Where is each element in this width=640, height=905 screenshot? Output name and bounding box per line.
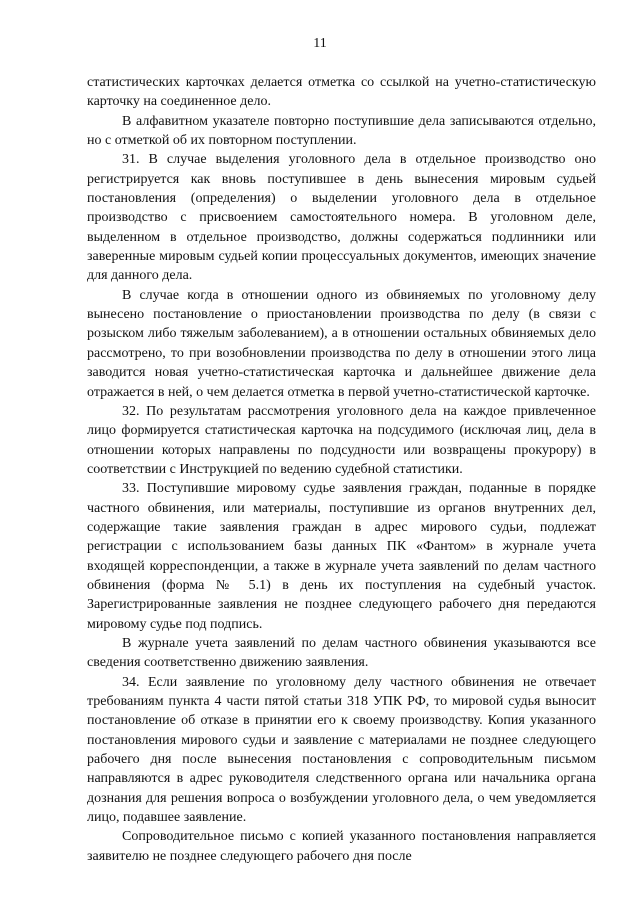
document-body [87,73,596,866]
paragraph-continuation: статистических карточках делается отметка со ссылкой на учетно-статистическую карточку на соединенное дело. [87,75,596,110]
paragraph-34: 34. Если заявление по уголовному делу частного обвинения не отвечает требованиям пункта 4 части пятой статьи 318 УПК РФ, то мировой судья выносит постановление об отказе в принятии его к своему производству. Копия указанного постановления мирового судьи и заявление с материалами не позднее следующего рабочего дня после вынесения постановления с сопроводительным письмом направляются в адрес руководителя следственного органа или начальника органа дознания для решения вопроса о возбуждении уголовного дела, о чем уведомляется лицо, подавшее заявление. [87,674,596,826]
paragraph-34-cover-letter: Сопроводительное письмо с копией указанного постановления направляется заявителю не позднее следующего рабочего дня после [87,829,596,864]
page-number: 11 [313,36,327,51]
paragraph-alphabet-index: В алфавитном указателе повторно поступившие дела записываются отдельно, но с отметкой об их повторном поступлении. [87,113,596,149]
paragraph-31: 31. В случае выделения уголовного дела в отдельное производство оно регистрируется как вновь поступившее в день вынесения мировым судьей постановления (определения) о выделении уголовного дела в отдельное производство с присвоением самостоятельного номера. В уголовном деле, выделенном в отдельное производство, должны содержаться подлинники или заверенные мировым судьей копии процессуальных документов, имеющих значение для данного дела. [87,152,596,284]
paragraph-33: 33. Поступившие мировому судье заявления граждан, поданные в порядке частного обвинения, или материалы, поступившие из органов внутренних дел, содержащие такие заявления граждан в адрес мирового судьи, подлежат регистрации с использованием базы данных ПК «Фантом» в журнале учета входящей корреспонденции, а также в журнале учета заявлений по делам частного обвинения (форма № 5.1) в день их поступления на судебный участок. Зарегистрированные заявления не позднее следующего рабочего дня передаются мировому судье под подпись. [87,481,596,632]
paragraph-32: 32. По результатам рассмотрения уголовного дела на каждое привлеченное лицо формируется статистическая карточка на подсудимого (исключая лиц, дела в отношении которых направлены по подсудности или возвращены прокурору) в соответствии с Инструкцией по ведению судебной статистики. [87,403,596,477]
paragraph-33-journal: В журнале учета заявлений по делам частного обвинения указываются все сведения соответственно движению заявления. [87,635,596,671]
paragraph-31-suspension: В случае когда в отношении одного из обвиняемых по уголовному делу вынесено постановление о приостановлении производства по делу (в связи с розыском либо тяжелым заболеванием), а в отношении остальных обвиняемых дело рассмотрено, то при возобновлении производства по делу в отношении этого лица заводится новая учетно-статистическая карточка и дальнейшее движение дела отражается в ней, о чем делается отметка в первой учетно-статистической карточке. [87,287,596,400]
